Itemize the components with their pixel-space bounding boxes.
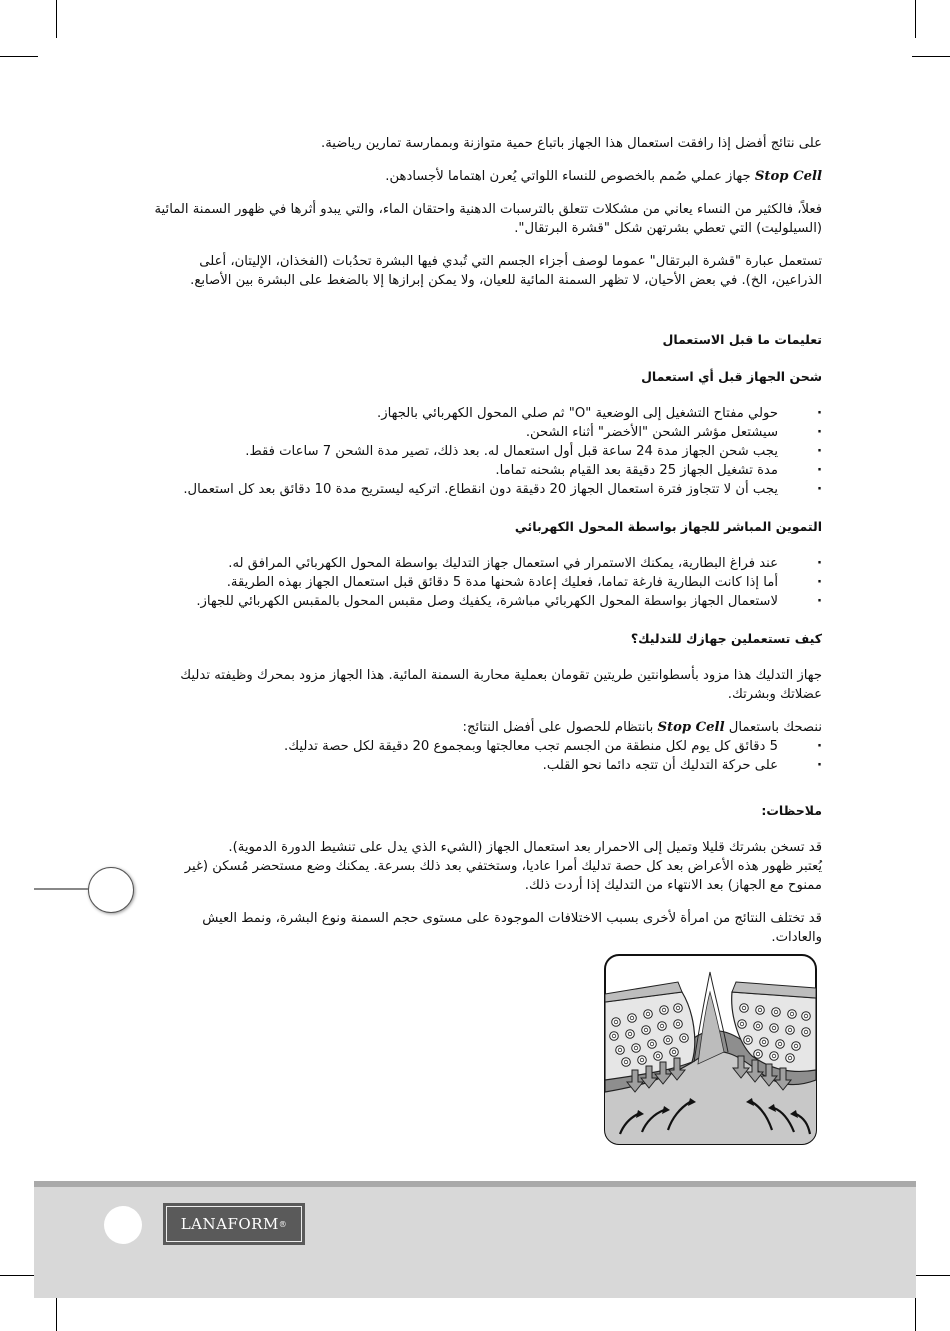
list-item: · لاستعمال الجهاز بواسطة المحول الكهربائي مباشرة، يكفيك وصل مقبس المحول بالمقبس الكهربائي للجهاز. bbox=[150, 592, 822, 611]
list-item: · 5 دقائق كل يوم لكل منطقة من الجسم تجب معالجتها وبمجموع 20 دقيقة لكل حصة تدليك. bbox=[150, 737, 822, 756]
lanaform-logo bbox=[163, 1203, 305, 1245]
list-item: · عند فراغ البطارية، يمكنك الاستمرار في استعمال جهاز التدليك بواسطة المحول الكهربائي المرافق له. bbox=[150, 554, 822, 573]
list-item: · يجب شحن الجهاز مدة 24 ساعة قبل أول استعمال له. بعد ذلك، تصير مدة الشحن 7 ساعات فقط. bbox=[150, 442, 822, 461]
brand-name: Stop Cell bbox=[657, 720, 725, 735]
registration-circle bbox=[88, 867, 134, 913]
subheading-power-supply: التموين المباشر للجهاز بواسطة المحول الكهربائي bbox=[514, 519, 822, 534]
footer-top-rule bbox=[34, 1181, 916, 1187]
crop-mark bbox=[915, 1293, 916, 1331]
brand-name: Stop Cell bbox=[754, 169, 822, 184]
list-item: · سيشتعل مؤشر الشحن "الأخضر" أثناء الشحن. bbox=[150, 423, 822, 442]
power-list bbox=[150, 554, 822, 611]
crop-mark bbox=[56, 0, 57, 38]
registration-line bbox=[34, 888, 89, 890]
logo-registered-mark: ® bbox=[278, 1219, 288, 1229]
section-heading-notes: ملاحظات: bbox=[761, 803, 822, 818]
usage-paragraph: جهاز التدليك هذا مزود بأسطوانتين طريتين تقومان بعملية محاربة السمنة المائية. هذا الجهاز مزود بمحرك وظيفته تدليك عضلاتك وبشرتك. bbox=[180, 668, 822, 702]
crop-mark bbox=[912, 1275, 950, 1276]
advice-paragraph: ننصحك باستعمال Stop Cell بانتظام للحصول على أفضل النتائج: bbox=[462, 720, 822, 735]
intro-paragraph-1: على نتائج أفضل إذا رافقت استعمال هذا الجهاز باتباع حمية متوازنة وبممارسة تمارين رياضية. bbox=[321, 136, 822, 151]
logo-text: LANAFORM bbox=[180, 1215, 279, 1233]
crop-mark bbox=[0, 56, 38, 57]
notes-paragraph-1: قد تسخن بشرتك قليلا وتميل إلى الاحمرار بعد استعمال الجهاز (الشيء الذي يدل على تنشيط الدورة الدموية). bbox=[228, 840, 822, 855]
section-heading-pre-use: تعليمات ما قبل الاستعمال bbox=[662, 332, 822, 347]
list-item: · على حركة التدليك أن تتجه دائما نحو القلب. bbox=[150, 756, 822, 775]
intro-paragraph-2: Stop Cell جهاز عملي صُمم بالخصوص للنساء اللواتي يُعرن اهتماما لأجسادهن. bbox=[385, 169, 822, 184]
notes-paragraph-2: يُعتبر ظهور هذه الأعراض بعد كل حصة تدليك أمرا عاديا، وستختفي بعد ذلك بسرعة. يمكنك وضع مستحضر مُسكن (غير ممنوح مع الجهاز) بعد الانتهاء من التدليك إذا أردت ذلك. bbox=[184, 859, 822, 893]
intro-paragraph-4: تستعمل عبارة "قشرة البرتقال" عموما لوصف أجزاء الجسم التي تُبدي فيها البشرة تحدُبات (الفخذان، الإليتان، أعلى الذراعين، الخ). في بعض الأحيان، لا تظهر السمنة المائية للعيان، ولا يمكن إبرازها إلا بالضغط على البشرة بين الأصابع. bbox=[190, 254, 822, 288]
list-item: · مدة تشغيل الجهاز 25 دقيقة بعد القيام بشحنه تماما. bbox=[150, 461, 822, 480]
page-number-circle bbox=[104, 1206, 142, 1244]
section-heading-usage: كيف تستعملين جهازك للتدليك؟ bbox=[630, 631, 822, 646]
advice-list bbox=[150, 737, 822, 775]
crop-mark bbox=[915, 0, 916, 38]
massage-rollers-illustration bbox=[602, 952, 819, 1147]
crop-mark bbox=[912, 56, 950, 57]
list-item: · حولي مفتاح التشغيل إلى الوضعية "O" ثم صلي المحول الكهربائي بالجهاز. bbox=[150, 404, 822, 423]
charging-list bbox=[150, 404, 822, 499]
list-item: · يجب أن لا تتجاوز فترة استعمال الجهاز 20 دقيقة دون انقطاع. اتركيه ليستريح مدة 10 دقائق بعد كل استعمال. bbox=[150, 480, 822, 499]
subheading-charging: شحن الجهاز قبل أي استعمال bbox=[641, 369, 822, 384]
crop-mark bbox=[56, 1293, 57, 1331]
manual-text bbox=[150, 134, 822, 947]
notes-paragraph-3: قد تختلف النتائج من امرأة لأخرى بسبب الاختلافات الموجودة على مستوى حجم السمنة ونوع البشرة، ونمط العيش والعادات. bbox=[202, 911, 822, 945]
crop-mark bbox=[0, 1275, 38, 1276]
intro-paragraph-3: فعلاً، فالكثير من النساء يعاني من مشكلات تتعلق بالترسبات الدهنية واحتقان الماء، والتي يبدو أثرها في ظهور السمنة المائية (السيلوليت) التي تعطي بشرتهن شكل "قشرة البرتقال". bbox=[154, 202, 822, 236]
list-item: · أما إذا كانت البطارية فارغة تماما، فعليك إعادة شحنها مدة 5 دقائق قبل استعمال الجهاز بهذه الطريقة. bbox=[150, 573, 822, 592]
